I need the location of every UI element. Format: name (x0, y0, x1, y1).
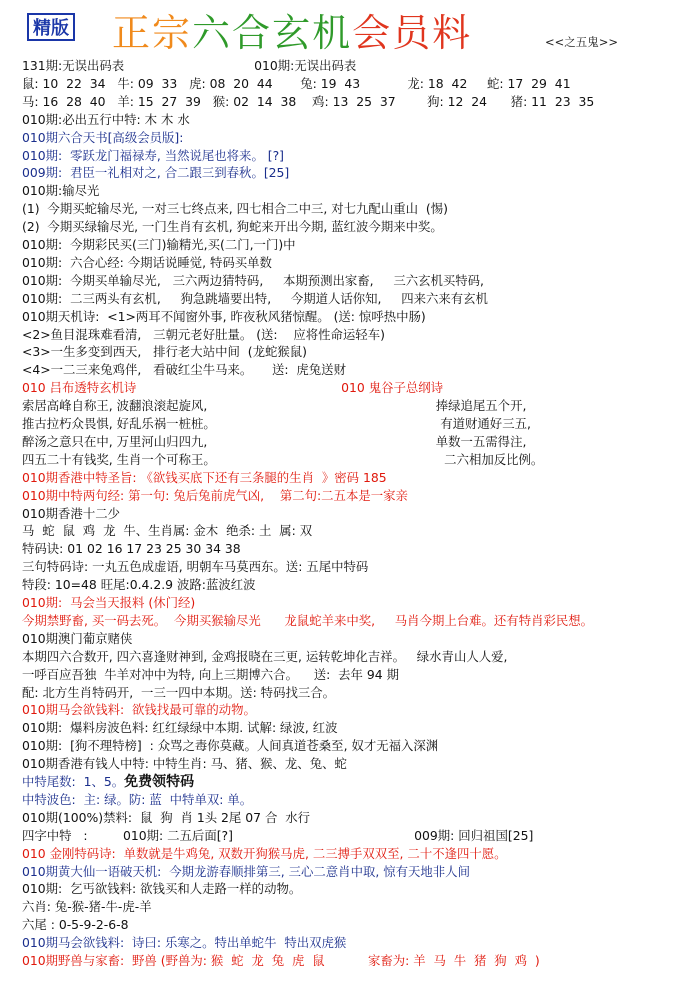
text-line (22, 773, 194, 791)
edition-badge: 精版 (27, 13, 75, 41)
line-segment: 010 吕布透特玄机诗 010 鬼谷子总纲诗 (22, 380, 444, 396)
line-segment: 010期六合天书[高级会员版]: (22, 129, 184, 145)
line-segment: 010期天机诗: <1>两耳不闻窗外事, 昨夜秋风猪惊醒。 (送: 惊呼热中肠) (22, 308, 426, 324)
line-segment: (1) 今期买蛇输尽光, 一对三七终点来, 四七相合二中三, 对七九配山重山 (惕) (22, 201, 448, 217)
text-line (22, 666, 399, 684)
text-line (22, 487, 408, 505)
text-line (22, 522, 312, 540)
line-segment: 四字中特 : 010期: 二五后面[?] 009期: 回归祖国[25] (22, 827, 534, 843)
text-line (22, 630, 132, 648)
line-segment: 马 蛇 鼠 鸡 龙 牛、生肖属: 金木 绝杀: 土 属: 双 (22, 523, 313, 539)
title-char: 玄 (272, 11, 313, 55)
text-line (22, 254, 272, 272)
text-line (22, 863, 470, 881)
text-line (22, 880, 301, 898)
text-line (22, 916, 129, 934)
line-segment: 本期四六合数开, 四六喜逢财神到, 金鸡报晓在三更, 运转乾坤化吉祥。 绿水青山人人爱, (22, 648, 508, 664)
line-segment: 131期:无误出码表 010期:无误出码表 (22, 58, 357, 73)
page-title (112, 2, 472, 57)
line-segment: 010期黄大仙一语破天机: 今期龙游春顺排第三, 三心二意肖中取, 惊有天地非人间 (22, 863, 470, 879)
line-segment: 推古拉朽众畏惧, 好乱乐祸一桩桩。 有道财通好三五, (22, 416, 531, 431)
page-subtitle: <<之五鬼>> (545, 35, 619, 49)
title-char: 料 (432, 11, 473, 55)
text-line (22, 93, 594, 111)
text-line (22, 57, 356, 75)
text-line (22, 451, 543, 469)
line-segment: 中特波色: 主: 绿。防: 蓝 中特单双: 单。 (22, 791, 253, 807)
text-line (22, 433, 526, 451)
title-char: 机 (312, 11, 353, 55)
title-char: 六 (192, 11, 233, 55)
line-segment: <4>一二三来兔鸡伴, 看破红尘牛马来。 送: 虎兔送财 (22, 362, 346, 378)
line-segment: 010期(100%)禁料: 鼠 狗 肖 1头 2尾 07 合 水行 (22, 809, 311, 825)
text-line (22, 272, 484, 290)
line-segment: 009期: 君臣一礼相对之, 合二跟三到春秋。[25] (22, 165, 290, 181)
line-segment: 010期: 今期买单输尽光, 三六两边猜特码, 本期预测出家畜, 三六玄机买特码, (22, 272, 484, 288)
line-segment: <3>一生多变到西天, 排行老大站中间 (龙蛇猴鼠) (22, 344, 307, 360)
title-char: 合 (232, 11, 273, 55)
text-line (22, 827, 533, 845)
text-line (22, 576, 256, 594)
text-line (22, 594, 195, 612)
text-line (22, 200, 448, 218)
line-segment: 010期: 今期彩民买(三门)输精光,买(二门,一门)中 (22, 237, 296, 252)
text-line (22, 75, 571, 93)
text-line (22, 558, 368, 576)
line-segment: 010期中特两句经: 第一句: 兔后兔前虎气凶, 第二句:二五本是一家亲 (22, 487, 408, 503)
line-segment: 010期: [狗不理特榜] : 众骂之毒你莫藏。人间真道苍桑至, 奴才无福入深渊 (22, 738, 439, 754)
title-char: 员 (392, 11, 433, 55)
text-line (22, 236, 296, 254)
line-segment: 四五二十有钱奖, 生肖一个可称王。 二六相加反比例。 (22, 451, 544, 467)
title-char: 会 (352, 11, 393, 55)
text-line (22, 397, 526, 415)
text-line (22, 308, 426, 326)
line-segment: 马: 16 28 40 羊: 15 27 39 猴: 02 14 38 鸡: 13 25 37 狗: 12 24 猪: 11 23 35 (22, 93, 595, 109)
line-segment: 010期马会欲钱料: 欲钱找最可靠的动物。 (22, 702, 256, 718)
text-line (22, 737, 438, 755)
text-line (22, 719, 338, 737)
line-segment: 010期: 零跃龙门福禄寿, 当然说尾也将来。 [?] (22, 147, 285, 163)
text-line (22, 540, 241, 558)
line-segment: 010期: 二三两头有玄机, 狗急跳墙要出特, 今期道人话你知, 四来六来有玄机 (22, 290, 488, 306)
line-segment: 六肖: 兔-猴-猪-牛-虎-羊 (22, 899, 152, 915)
text-line (22, 755, 347, 773)
line-segment: 010期马会欲钱料: 诗曰: 乐寒之。特出单蛇牛 特出双虎猴 (22, 935, 347, 951)
line-segment: 010期: 乞丐欲钱料: 欲钱买和人走路一样的动物。 (22, 881, 302, 897)
line-segment: 010期香港十二少 (22, 505, 120, 521)
text-line (22, 218, 443, 236)
text-line (22, 791, 252, 809)
line-segment: 010期: 六合心经: 今期话说睡觉, 特码买单数 (22, 254, 272, 270)
text-line (22, 845, 507, 863)
line-segment: 今期禁野畜, 买一码去死。 今期买猴输尽光 龙鼠蛇羊来中奖, 马肖今期上台难。还有特肖彩民想。 (22, 612, 594, 628)
line-segment: 醉汤之意只在中, 万里河山归四九, 单数一五需得注, (22, 433, 527, 449)
text-line (22, 898, 152, 916)
text-line (22, 934, 346, 952)
line-segment: 中特尾数: 1、5。 (22, 774, 125, 789)
text-line (22, 684, 335, 702)
text-line (22, 469, 387, 487)
line-segment: 一呼百应吾独 牛羊对冲中为特, 向上三期博六合。 送: 去年 94 期 (22, 666, 399, 682)
text-line (22, 164, 289, 182)
text-line (22, 361, 346, 379)
text-line (22, 326, 385, 344)
line-segment: 鼠: 10 22 34 牛: 09 33 虎: 08 20 44 兔: 19 43 龙: 18 42 蛇: 17 29 41 (22, 75, 571, 91)
line-segment: 三句特码诗: 一丸五色成虚语, 明朝车马莫西东。送: 五尾中特码 (22, 559, 369, 575)
text-line (22, 415, 531, 433)
text-line (22, 952, 540, 970)
text-line (22, 290, 488, 308)
line-segment: 配: 北方生肖特码开, 一三一四中本期。送: 特码找三合。 (22, 684, 336, 700)
line-segment: 010期: 马会当天报料 (休门经) (22, 595, 196, 610)
line-segment: 010期澳门葡京赌侠 (22, 630, 133, 646)
text-line (22, 129, 183, 147)
line-segment: 索居高峰自称王, 波翻浪滚起旋风, 捧绿追尾五个开, (22, 398, 527, 414)
line-segment: 特段: 10=48 旺尾:0.4.2.9 波路:蓝波红波 (22, 577, 256, 593)
title-char: 宗 (152, 11, 193, 55)
line-segment: (2) 今期买绿输尽光, 一门生肖有玄机, 狗蛇来开出今期, 蓝红波今期来中奖。 (22, 219, 443, 235)
line-segment: 010期野兽与家畜: 野兽 (野兽为: 猴 蛇 龙 兔 虎 鼠 家畜为: 羊 马 牛 猪 狗 鸡 ) (22, 953, 540, 968)
line-segment: 010期:必出五行中特: 木 木 水 (22, 111, 190, 127)
line-segment: 六尾 : 0-5-9-2-6-8 (22, 917, 129, 933)
line-segment: 010期香港中特圣旨: 《欲钱买底下还有三条腿的生肖 》密码 185 (22, 469, 387, 485)
line-segment: <2>鱼目混珠难看清, 三朝元老好肚量。 (送: 应将性命运轻车) (22, 326, 385, 342)
line-segment: 特码诀: 01 02 16 17 23 25 30 34 38 (22, 541, 241, 557)
line-segment: 010期: 爆料房波色料: 红红绿绿中本期. 试解: 绿波, 红波 (22, 720, 338, 736)
line-segment: 010期香港有钱人中特: 中特生肖: 马、猪、猴、龙、兔、蛇 (22, 756, 347, 772)
text-line (22, 379, 443, 397)
text-line (22, 111, 190, 129)
text-line (22, 343, 307, 361)
title-char: 正 (112, 11, 153, 55)
line-segment: 010期:输尽光 (22, 183, 100, 199)
text-line (22, 809, 310, 827)
text-line (22, 182, 99, 200)
line-segment: 免费领特码 (124, 774, 195, 790)
text-line (22, 612, 593, 630)
line-segment: 010 金刚特码诗: 单数就是牛鸡兔, 双数开狗猴马虎, 二三搏手双双至, 二十不逢四十愿。 (22, 845, 507, 861)
text-line (22, 505, 120, 523)
text-line (22, 147, 284, 165)
text-line (22, 648, 507, 666)
text-line (22, 701, 256, 719)
